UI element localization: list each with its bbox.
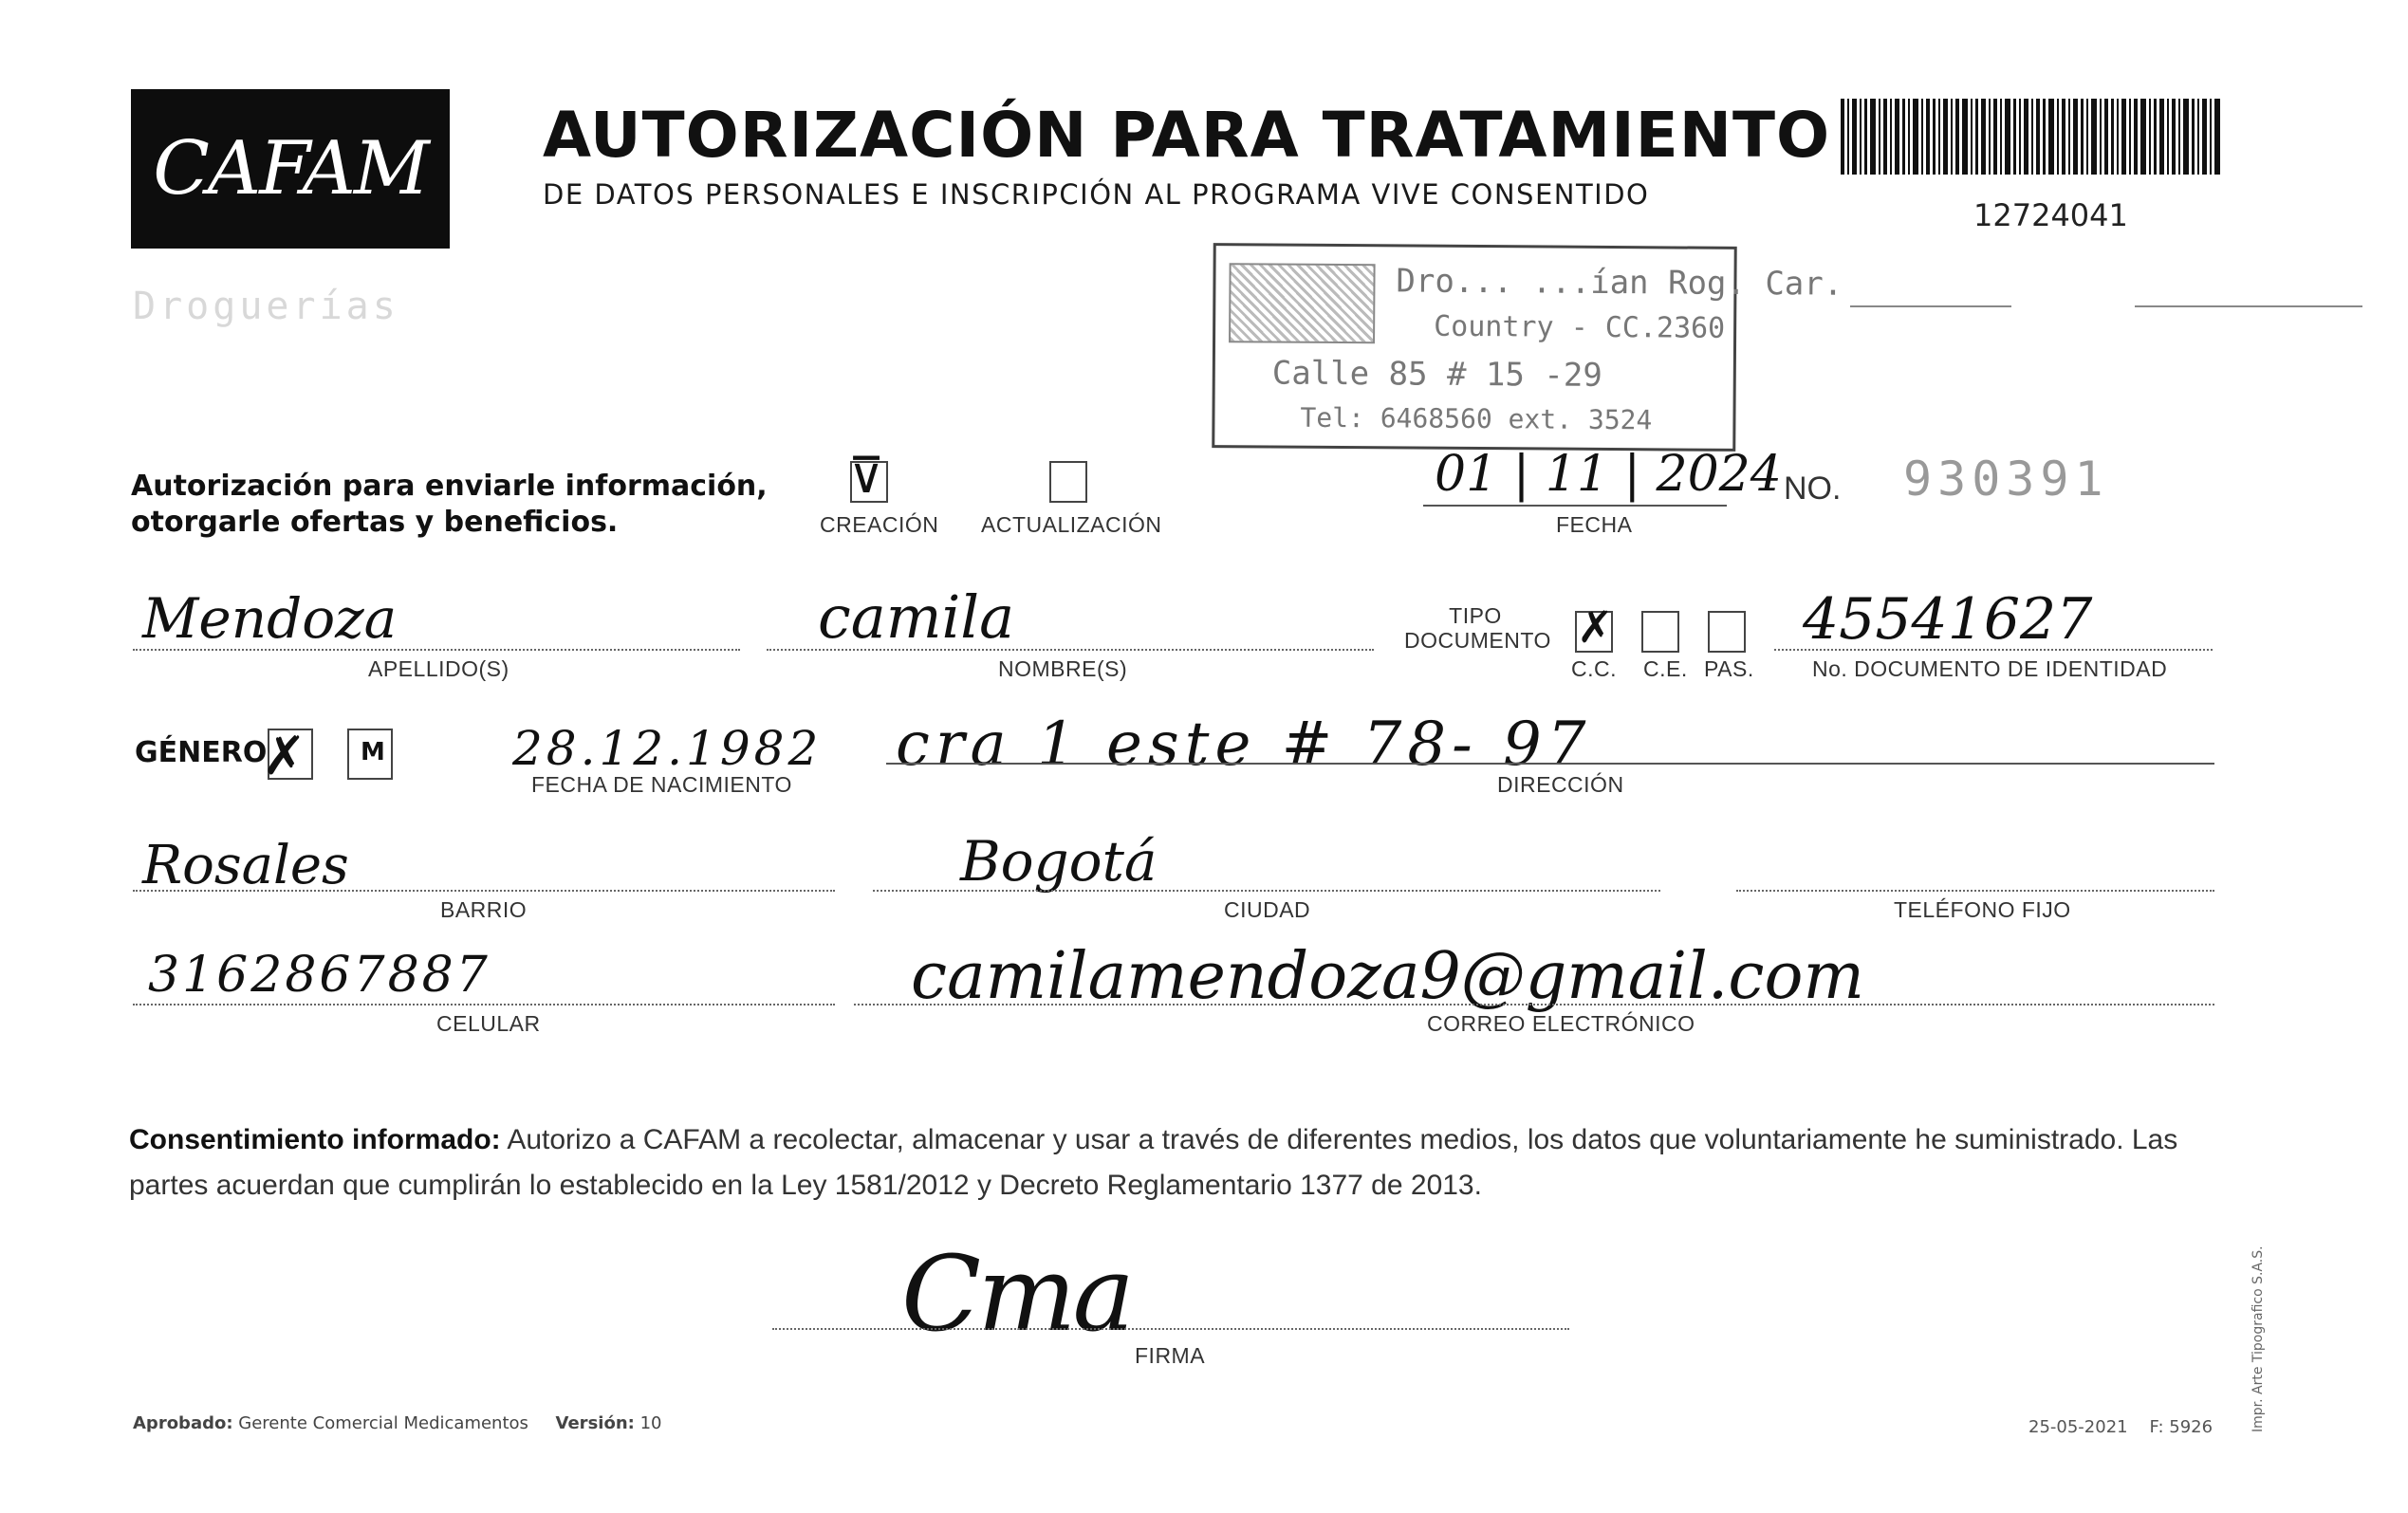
no-label: NO.	[1784, 471, 1842, 507]
actualizacion-label: ACTUALIZACIÓN	[981, 512, 1162, 537]
signature-value[interactable]: Cma	[901, 1233, 1132, 1355]
authorization-text: Autorización para enviarle información, otorgarle ofertas y beneficios.	[131, 470, 768, 539]
footer-approval	[133, 1413, 661, 1433]
genero-label: GÉNERO	[135, 736, 268, 769]
genero-m-label: M	[361, 738, 385, 766]
direccion-rule	[886, 763, 2214, 765]
fecha-value[interactable]: 01 | 11 | 2024	[1435, 446, 1782, 503]
form-number: 930391	[1903, 452, 2109, 507]
doc-type-pas-label: PAS.	[1704, 656, 1754, 681]
stamp-line-1: Dro... ...ían Rog. Car.	[1396, 262, 1843, 304]
telefono-rule	[1736, 890, 2214, 892]
consent-text: Autorizo a CAFAM a recolectar, almacenar y usar a través de diferentes medios, los datos que voluntariamente he suministrado. Las partes acuerdan que cumplirán lo establecido en la Ley 1581/2012 y Decreto Reglamentario 1377 de 2013.	[129, 1124, 2178, 1201]
actualizacion-checkbox[interactable]	[1049, 461, 1087, 503]
doc-type-ce-label: C.E.	[1643, 656, 1688, 681]
nombres-rule	[767, 649, 1374, 651]
direccion-label: DIRECCIÓN	[1497, 772, 1624, 797]
barcode-number: 12724041	[1973, 197, 2128, 233]
signature-label: FIRMA	[1135, 1343, 1206, 1368]
documento-rule	[1774, 649, 2213, 651]
barrio-value[interactable]: Rosales	[142, 835, 349, 896]
documento-value[interactable]: 45541627	[1803, 586, 2093, 653]
footer-form-code: F: 5926	[2149, 1417, 2214, 1437]
stamp-line-4: Tel: 6468560 ext. 3524	[1300, 401, 1653, 436]
barrio-rule	[133, 890, 835, 892]
celular-rule	[133, 1004, 835, 1006]
barrio-label: BARRIO	[440, 897, 528, 922]
printer-side-text: Impr. Arte Tipografico S.A.S.	[2251, 1245, 2266, 1432]
apellidos-value[interactable]: Mendoza	[142, 586, 398, 651]
doc-type-cc-label: C.C.	[1571, 656, 1617, 681]
consent-paragraph	[129, 1117, 2235, 1209]
ciudad-label: CIUDAD	[1224, 897, 1311, 922]
fecha-nacimiento-value[interactable]: 28.12.1982	[512, 721, 823, 776]
celular-label: CELULAR	[436, 1011, 541, 1036]
barcode	[1841, 99, 2220, 175]
footer-codes	[2028, 1417, 2213, 1437]
footer-date-code: 25-05-2021	[2028, 1417, 2128, 1437]
correo-rule	[854, 1004, 2214, 1006]
creacion-label: CREACIÓN	[820, 512, 939, 537]
cafam-logo: CAFAM	[131, 89, 450, 249]
stamp-emblem-icon	[1229, 263, 1376, 343]
form-subtitle: DE DATOS PERSONALES E INSCRIPCIÓN AL PROGRAMA VIVE CONSENTIDO	[543, 178, 1650, 211]
version-label: Versión:	[555, 1413, 635, 1433]
apellidos-label: APELLIDO(S)	[368, 656, 509, 681]
stamp-line-3: Calle 85 # 15 -29	[1271, 354, 1602, 395]
faded-drogueria-text: Droguerías	[133, 285, 399, 328]
documento-label: No. DOCUMENTO DE IDENTIDAD	[1812, 656, 2168, 681]
ciudad-value[interactable]: Bogotá	[960, 829, 1158, 894]
apellidos-rule	[133, 649, 740, 651]
aprobado-label: Aprobado:	[133, 1413, 233, 1433]
fecha-label: FECHA	[1556, 512, 1633, 537]
nombres-value[interactable]: camila	[818, 582, 1015, 652]
genero-f-mark: ✗	[262, 726, 306, 787]
ciudad-rule	[873, 890, 1660, 892]
top-right-rule-2	[2135, 305, 2362, 307]
stamp-line-2: Country - CC.2360	[1434, 309, 1726, 345]
signature-rule	[772, 1328, 1569, 1330]
tipo-documento-label: TIPO DOCUMENTO	[1404, 603, 1551, 653]
nombres-label: NOMBRE(S)	[998, 656, 1128, 681]
correo-label: CORREO ELECTRÓNICO	[1427, 1011, 1695, 1036]
doc-type-pas-checkbox[interactable]	[1708, 611, 1746, 653]
direccion-value[interactable]: cra 1 este # 78- 97	[896, 710, 1592, 780]
creacion-check-mark: ⊽	[848, 448, 885, 505]
consent-heading: Consentimiento informado:	[129, 1124, 501, 1155]
doc-type-cc-mark: ✗	[1577, 601, 1614, 653]
doc-type-ce-checkbox[interactable]	[1641, 611, 1679, 653]
form-title: AUTORIZACIÓN PARA TRATAMIENTO	[543, 99, 1831, 172]
aprobado-value: Gerente Comercial Medicamentos	[238, 1413, 528, 1433]
fecha-rule	[1423, 505, 1727, 507]
telefono-label: TELÉFONO FIJO	[1894, 897, 2071, 922]
version-value: 10	[639, 1413, 662, 1433]
correo-value[interactable]: camilamendoza9@gmail.com	[911, 939, 1864, 1014]
top-right-rule-1	[1850, 305, 2011, 307]
celular-value[interactable]: 3162867887	[148, 947, 491, 1004]
pharmacy-stamp	[1212, 243, 1843, 452]
fecha-nacimiento-label: FECHA DE NACIMIENTO	[531, 772, 792, 797]
